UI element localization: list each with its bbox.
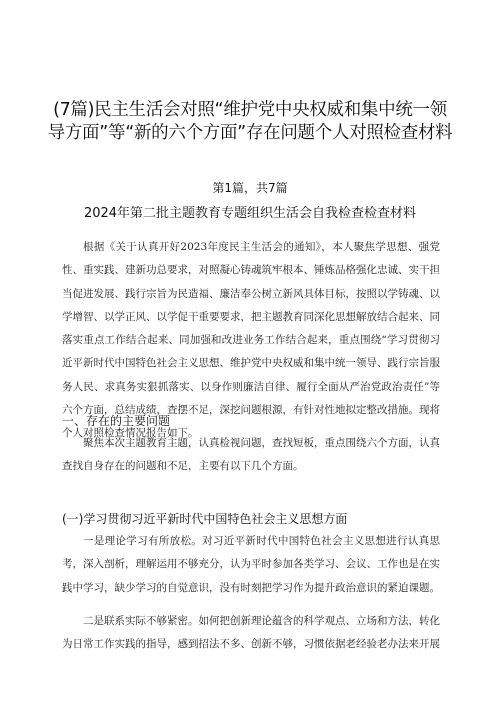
paragraph-text: 聚焦本次主题教育主题，认真检视问题，查找短板，重点围绕六个方面，认真查找自身存在的问题和不足，主要有以下几个方面。 — [62, 437, 440, 473]
paragraph-text: 二是联系实际不够紧密。如何把创新理论蕴含的科学观点、立场和方法，转化为日常工作实践的指导，感到招法不多、创新不够，习惯依据老经验老办法来开展 — [62, 615, 440, 651]
chapter-label: 第1篇，共7篇 — [212, 181, 288, 195]
document-title-line-1: (7篇)民主生活会对照“维护党中央权威和集中统一领 — [53, 100, 447, 120]
body-paragraph-point-one — [62, 530, 440, 600]
paragraph-text: 一是理论学习有所放松。对习近平新时代中国特色社会主义思想进行认真思考，深入剖析，理解运用不够充分，认为平时参加各类学习、会议、工作也是在实践中学习，缺少学习的自觉意识，没有时刻把学习作为提升政治意识的紧迫课题。 — [62, 535, 440, 594]
section-heading-main-problems: 一、存在的主要问题 — [62, 414, 171, 428]
body-paragraph-point-two — [62, 610, 440, 657]
section-subtitle: 2024年第二批主题教育专题组织生活会自我检查检查材料 — [83, 206, 417, 221]
subsection-heading-theory-study: (一)学习贯彻习近平新时代中国特色社会主义思想方面 — [62, 512, 348, 526]
paragraph-text: 根据《关于认真开好2023年度民主生活会的通知》，本人聚焦学思想、强党性、重实践、建新功总要求，对照凝心铸魂筑牢根本、锤炼品格强化忠诚、实干担当促进发展、践行宗旨为民造福、廉洁奉公树立新风具体目标，按照以学铸魂、以学增智、以学正风、以学促干重要要求，把主题教育同深化思想解放结合起来、同落实重点工作结合起来、同加强和改进业务工作结合起来，重点围绕“学习贯彻习近平新时代中国特色社会主义思想、维护党中央权威和集中统一领导、践行宗旨服务人民、求真务实狠抓落实、以身作则廉洁自律、履行全面从严治党政治责任”等六个方面，总结成绩，查摆不足，深挖问题根源，有针对性地拟定整改措施。现将个人对照检查情况报告如下。 — [62, 241, 440, 440]
document-title-line-2: 导方面”等“新的六个方面”存在问题个人对照检查材料 — [47, 123, 453, 143]
body-paragraph-overview — [62, 432, 440, 479]
